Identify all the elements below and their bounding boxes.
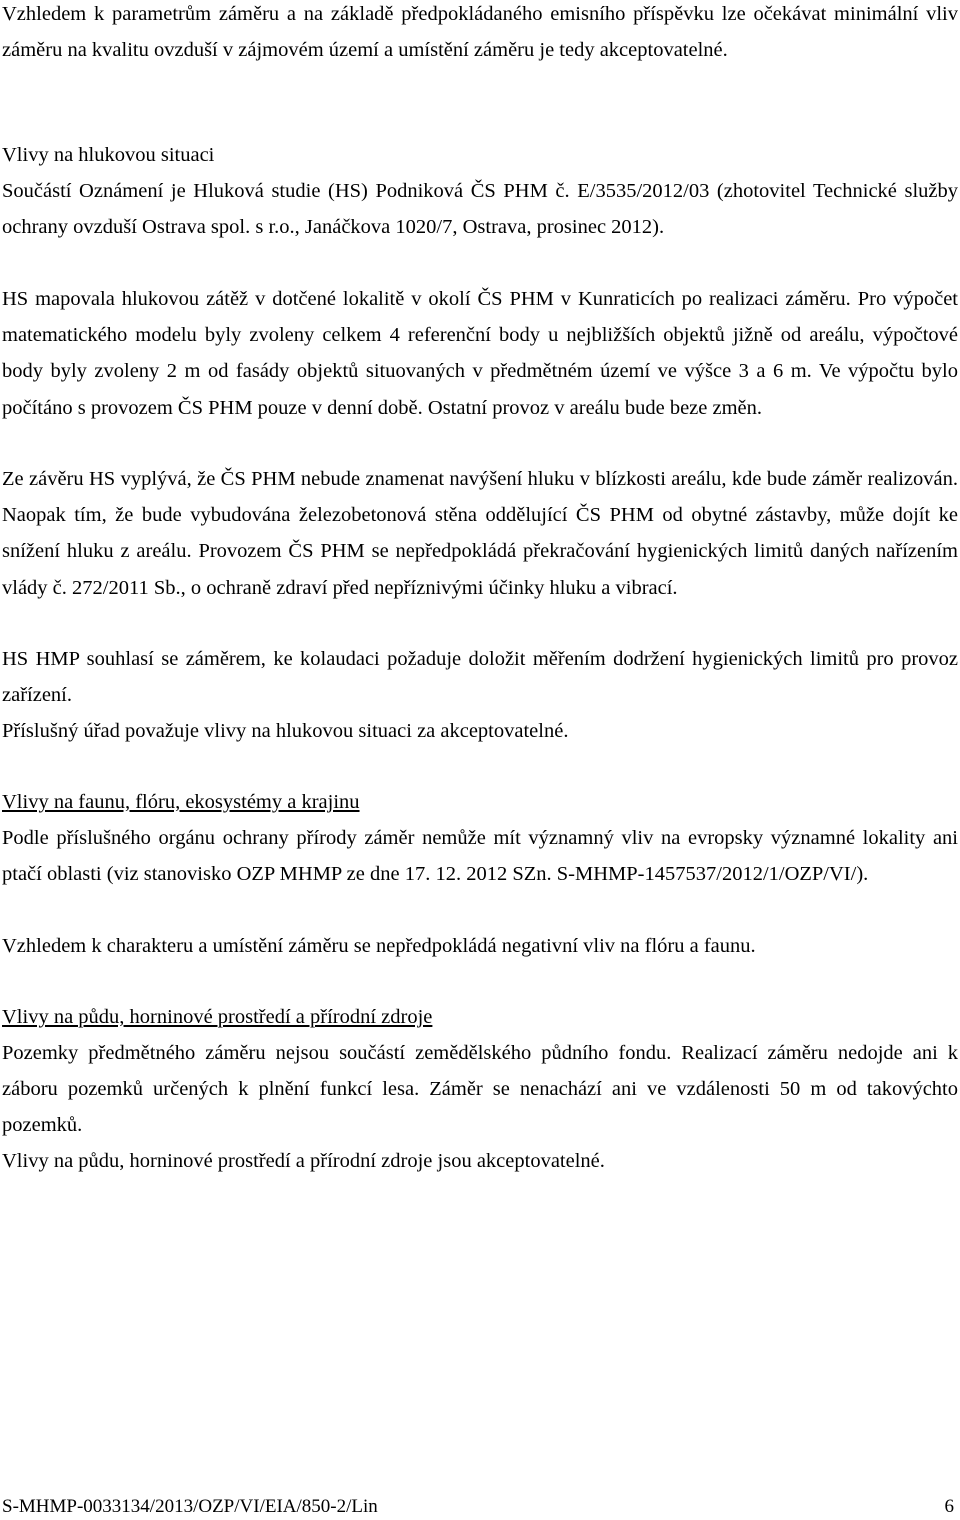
footer-reference: S-MHMP-0033134/2013/OZP/VI/EIA/850-2/Lin — [2, 1496, 378, 1517]
noise-section-heading: Vlivy na hlukovou situaci — [2, 144, 215, 166]
noise-paragraph-study: Součástí Oznámení je Hluková studie (HS) Podniková ČS PHM č. E/3535/2012/03 (zhotovitel Technické služby ochrany ovzduší Ostrava spol. s r.o., Janáčkova 1020/7, Ostrava, prosinec 2012). — [2, 180, 958, 239]
fauna-paragraph-nature: Podle příslušného orgánu ochrany přírody záměr nemůže mít významný vliv na evropsky významné lokality ani ptačí oblasti (viz stanovisko OZP MHMP ze dne 17. 12. 2012 SZn. S-MHMP-1457537/2012/1/OZP/VI/). — [2, 827, 958, 886]
noise-paragraph-verdict: Příslušný úřad považuje vlivy na hlukovou situaci za akceptovatelné. — [2, 720, 569, 742]
fauna-section-heading: Vlivy na faunu, flóru, ekosystémy a krajinu — [2, 791, 360, 813]
soil-paragraph-verdict: Vlivy na půdu, horninové prostředí a přírodní zdroje jsou akceptovatelné. — [2, 1150, 605, 1172]
page-number: 6 — [944, 1496, 954, 1517]
noise-paragraph-mapping: HS mapovala hlukovou zátěž v dotčené lokalitě v okolí ČS PHM v Kunraticích po realizaci záměru. Pro výpočet matematického modelu byly zvoleny celkem 4 referenční body u nejbližších objektů jižně od areálu, výpočtové body byly zvoleny 2 m od fasády objektů situovaných v předmětném území ve výšce 3 a 6 m. Ve výpočtu bylo počítáno s provozem ČS PHM pouze v denní době. Ostatní provoz v areálu bude beze změn. — [2, 288, 958, 419]
noise-paragraph-hs-hmp: HS HMP souhlasí se záměrem, ke kolaudaci požaduje doložit měřením dodržení hygienických limitů pro provoz zařízení. — [2, 648, 958, 707]
noise-paragraph-conclusion: Ze závěru HS vyplývá, že ČS PHM nebude znamenat navýšení hluku v blízkosti areálu, kde bude záměr realizován. Naopak tím, že bude vybudována železobetonová stěna oddělující ČS PHM od obytné zástavby, může dojít ke snížení hluku z areálu. Provozem ČS PHM se nepředpokládá překračování hygienických limitů daných nařízením vlády č. 272/2011 Sb., o ochraně zdraví před nepříznivými účinky hluku a vibrací. — [2, 468, 958, 599]
soil-paragraph-land: Pozemky předmětného záměru nejsou součástí zemědělského půdního fondu. Realizací záměru nedojde ani k záboru pozemků určených k plnění funkcí lesa. Záměr se nenachází ani ve vzdálenosti 50 m od takovýchto pozemků. — [2, 1042, 958, 1137]
soil-section-heading: Vlivy na půdu, horninové prostředí a přírodní zdroje — [2, 1006, 433, 1028]
fauna-paragraph-verdict: Vzhledem k charakteru a umístění záměru se nepředpokládá negativní vliv na flóru a faunu. — [2, 935, 756, 957]
intro-paragraph: Vzhledem k parametrům záměru a na základě předpokládaného emisního příspěvku lze očekávat minimální vliv záměru na kvalitu ovzduší v zájmovém území a umístění záměru je tedy akceptovatelné. — [2, 3, 958, 62]
